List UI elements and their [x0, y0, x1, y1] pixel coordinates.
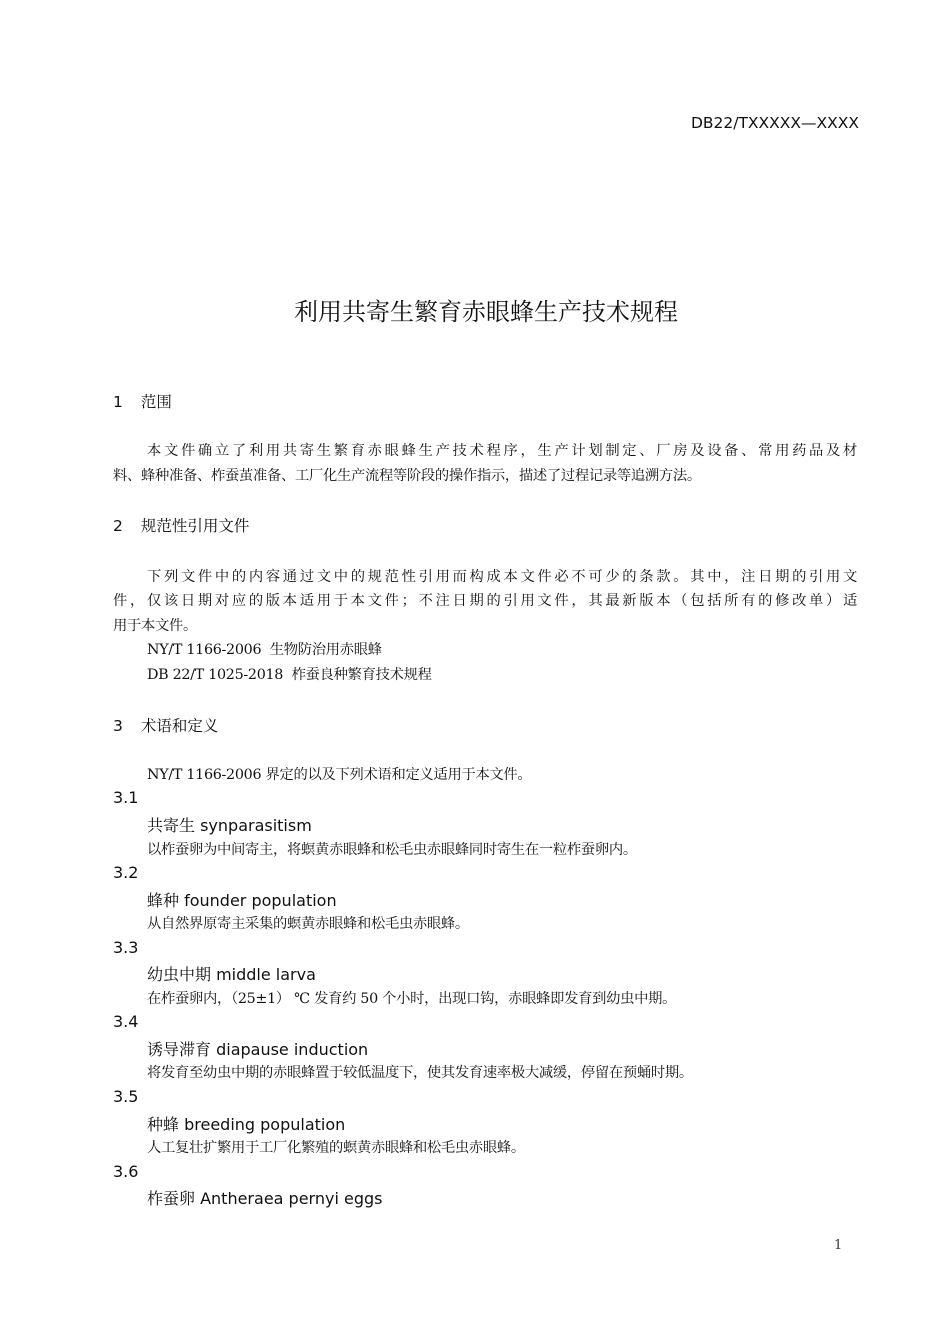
term-number: 3.2	[113, 863, 139, 882]
section-number: 1	[113, 393, 123, 411]
paragraph-line: 料、蜂种准备、柞蚕茧准备、工厂化生产流程等阶段的操作指示，描述了过程记录等追溯方法。	[113, 468, 701, 484]
paragraph-line: 用于本文件。	[113, 618, 197, 634]
page-title: 利用共寄生繁育赤眼蜂生产技术规程	[294, 298, 678, 326]
term-title: 共寄生 synparasitism	[147, 816, 312, 835]
paragraph-line: NY/T 1166-2006 界定的以及下列术语和定义适用于本文件。	[147, 767, 532, 783]
section-title: 规范性引用文件	[140, 517, 250, 535]
section-number: 3	[113, 717, 123, 735]
document-code: DB22/TXXXXX—XXXX	[690, 114, 859, 132]
term-title: 种蜂 breeding population	[147, 1115, 346, 1134]
section-title: 术语和定义	[140, 717, 219, 735]
section-heading-2	[113, 514, 249, 536]
paragraph-line: 件，仅该日期对应的版本适用于本文件；不注日期的引用文件，其最新版本（包括所有的修改单）适	[113, 593, 857, 609]
term-definition: 将发育至幼虫中期的赤眼蜂置于较低温度下，使其发育速率极大减缓，停留在预蛹时期。	[147, 1065, 693, 1081]
term-definition: 人工复壮扩繁用于工厂化繁殖的螟黄赤眼蜂和松毛虫赤眼蜂。	[147, 1140, 525, 1156]
section-heading-1	[113, 390, 172, 412]
term-title: 蜂种 founder population	[147, 891, 337, 910]
term-title: 幼虫中期 middle larva	[147, 965, 316, 984]
reference-item: DB 22/T 1025-2018 柞蚕良种繁育技术规程	[147, 667, 432, 683]
section-number: 2	[113, 517, 123, 535]
term-number: 3.1	[113, 788, 139, 807]
term-definition: 从自然界原寄主采集的螟黄赤眼蜂和松毛虫赤眼蜂。	[147, 916, 469, 932]
term-number: 3.3	[113, 938, 139, 957]
page-number: 1	[834, 1238, 842, 1253]
section-heading-3	[113, 714, 218, 736]
section-title: 范围	[140, 393, 172, 411]
term-definition: 在柞蚕卵内，（25±1） ℃ 发育约 50 个小时，出现口钩，赤眼蜂即发育到幼虫中期。	[147, 991, 677, 1007]
term-title: 柞蚕卵 Antheraea pernyi eggs	[147, 1189, 383, 1208]
paragraph-line: 下列文件中的内容通过文中的规范性引用而构成本文件必不可少的条款。其中，注日期的引用文	[147, 569, 857, 585]
term-title: 诱导滞育 diapause induction	[147, 1040, 369, 1059]
term-number: 3.5	[113, 1087, 139, 1106]
term-number: 3.4	[113, 1012, 139, 1031]
term-definition: 以柞蚕卵为中间寄主，将螟黄赤眼蜂和松毛虫赤眼蜂同时寄生在一粒柞蚕卵内。	[147, 842, 637, 858]
paragraph-line: 本文件确立了利用共寄生繁育赤眼蜂生产技术程序，生产计划制定、厂房及设备、常用药品及材	[147, 443, 857, 459]
reference-item: NY/T 1166-2006 生物防治用赤眼蜂	[147, 642, 382, 658]
term-number: 3.6	[113, 1162, 139, 1181]
